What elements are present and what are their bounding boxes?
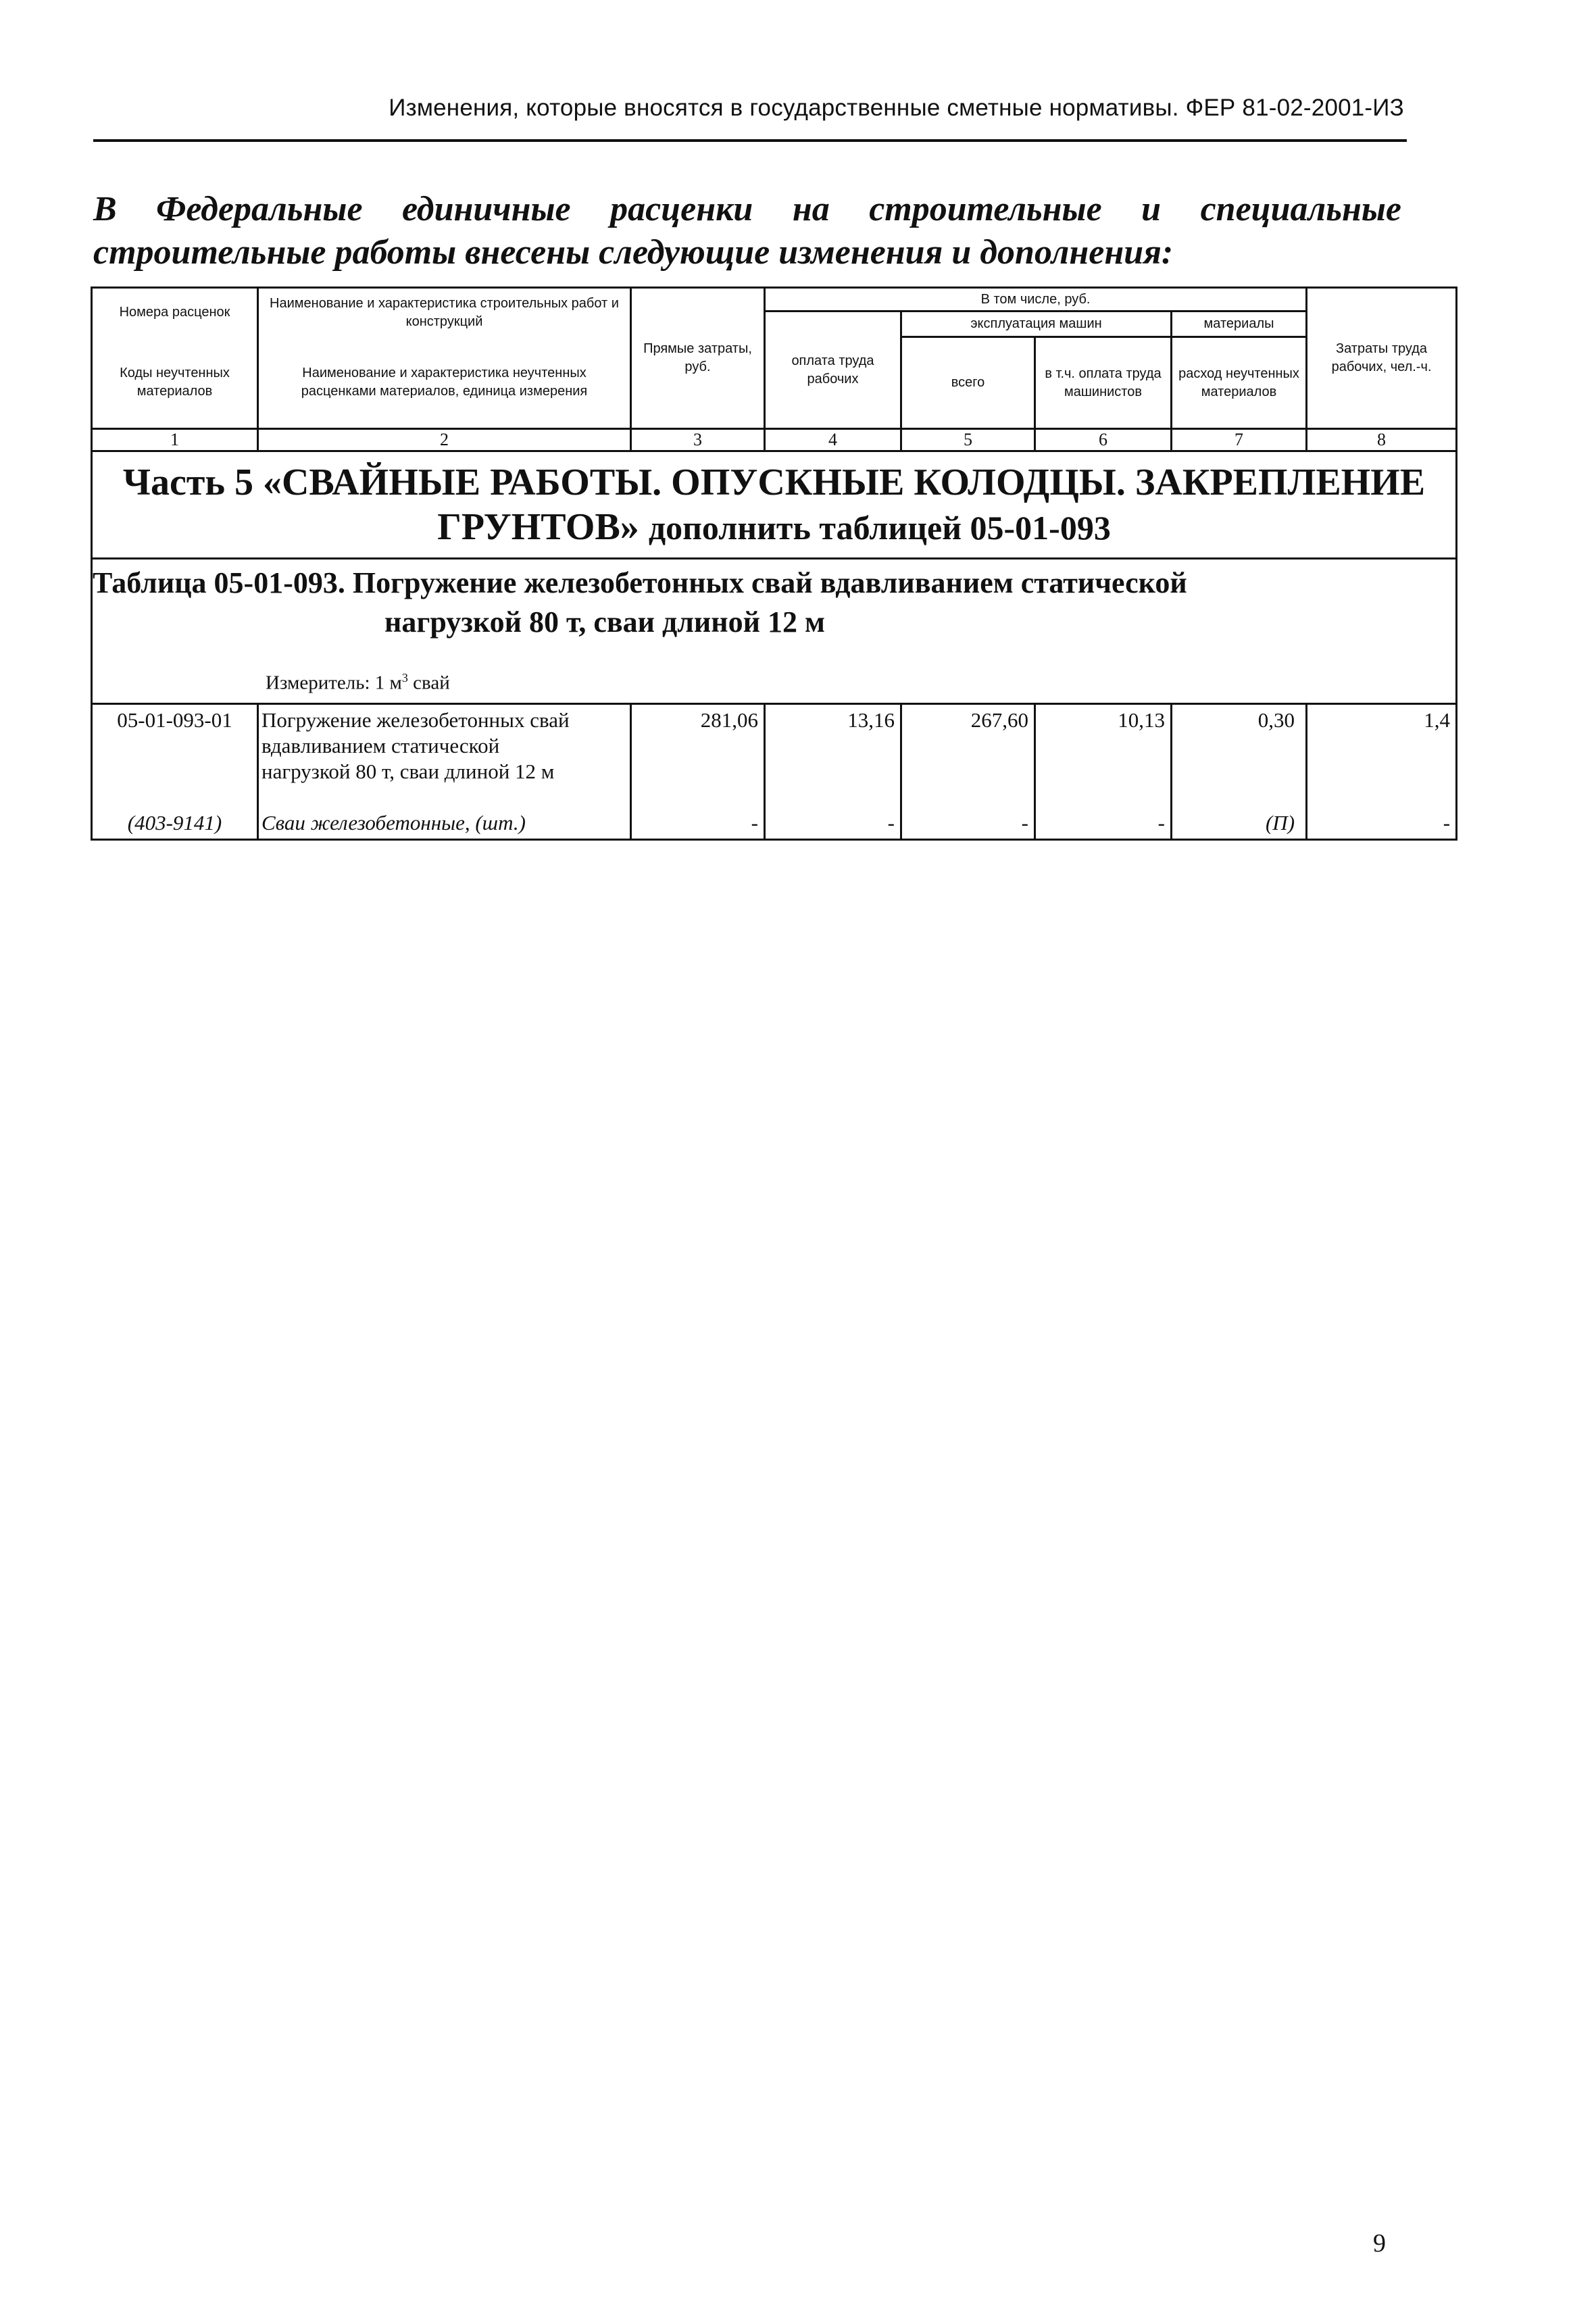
part-heading-groups: ГРУНТОВ» <box>437 505 639 548</box>
column-number: 1 <box>92 429 258 451</box>
header-material-consumption: расход неучтенных материалов <box>1172 337 1307 429</box>
table-row <box>92 807 1457 840</box>
work-description: Погружение железобетонных свай вдавливанием статической нагрузкой 80 т, сваи длиной 12 м <box>258 703 631 807</box>
table-heading-line-1: Таблица 05-01-093. Погружение железобетонных свай вдавливанием статической <box>93 566 1187 599</box>
column-number: 3 <box>631 429 765 451</box>
material-code: (403-9141) <box>92 807 258 840</box>
operator-pay-value: 10,13 <box>1035 703 1172 807</box>
material-consumption-value: (П) <box>1172 807 1307 840</box>
header-operator-pay: в т.ч. оплата труда машинистов <box>1035 337 1172 429</box>
worker-pay-value: - <box>765 807 901 840</box>
direct-costs-value: 281,06 <box>631 703 765 807</box>
header-machine-ops: эксплуатация машин <box>901 312 1172 337</box>
intro-paragraph <box>93 188 1401 274</box>
header-material-codes: Коды неучтенных материалов <box>92 337 258 429</box>
table-heading <box>92 559 1457 704</box>
operator-pay-value: - <box>1035 807 1172 840</box>
header-worker-pay: оплата труда рабочих <box>765 312 901 429</box>
table-row <box>92 703 1457 807</box>
header-machine-total: всего <box>901 337 1035 429</box>
table-heading-line-2: нагрузкой 80 т, сваи длиной 12 м <box>384 605 825 639</box>
measurement-unit: Измеритель: 1 $м^3$ свай <box>266 671 450 694</box>
material-name: Сваи железобетонные, (шт.) <box>258 807 631 840</box>
header-rule <box>93 139 1407 142</box>
intro-line-1: В Федеральные единичные расценки на строительные и специальные <box>93 190 1401 228</box>
labor-hours-value: - <box>1307 807 1457 840</box>
header-work-name: Наименование и характеристика строительных работ и конструкций <box>258 288 631 337</box>
worker-pay-value: 13,16 <box>765 703 901 807</box>
machine-total-value: - <box>901 807 1035 840</box>
running-header: Изменения, которые вносятся в государственные сметные нормативы. ФЕР 81-02-2001-ИЗ <box>389 95 1404 121</box>
page-number: 9 <box>1373 2229 1386 2258</box>
direct-costs-value: - <box>631 807 765 840</box>
rates-table <box>91 287 1457 841</box>
header-material-names: Наименование и характеристика неучтенных расценками материалов, единица измерения <box>258 337 631 429</box>
header-in-total: В том числе, руб. <box>765 288 1307 312</box>
header-rate-numbers: Номера расценок <box>92 288 258 337</box>
column-number: 7 <box>1172 429 1307 451</box>
labor-hours-value: 1,4 <box>1307 703 1457 807</box>
part-heading-addition: дополнить таблицей 05-01-093 <box>648 508 1111 547</box>
header-materials: материалы <box>1172 312 1307 337</box>
column-number: 4 <box>765 429 901 451</box>
part-heading <box>92 451 1457 559</box>
rate-code: 05-01-093-01 <box>92 703 258 807</box>
header-labor-hours: Затраты труда рабочих, чел.-ч. <box>1307 288 1457 429</box>
part-heading-line-1: Часть 5 «СВАЙНЫЕ РАБОТЫ. ОПУСКНЫЕ КОЛОДЦЫ. ЗАКРЕПЛЕНИЕ <box>122 461 1426 503</box>
intro-line-2: строительные работы внесены следующие изменения и дополнения: <box>93 233 1174 272</box>
material-consumption-value: 0,30 <box>1172 703 1307 807</box>
column-number: 5 <box>901 429 1035 451</box>
machine-total-value: 267,60 <box>901 703 1035 807</box>
column-number: 2 <box>258 429 631 451</box>
header-direct-costs: Прямые затраты, руб. <box>631 288 765 429</box>
column-number: 8 <box>1307 429 1457 451</box>
column-number: 6 <box>1035 429 1172 451</box>
